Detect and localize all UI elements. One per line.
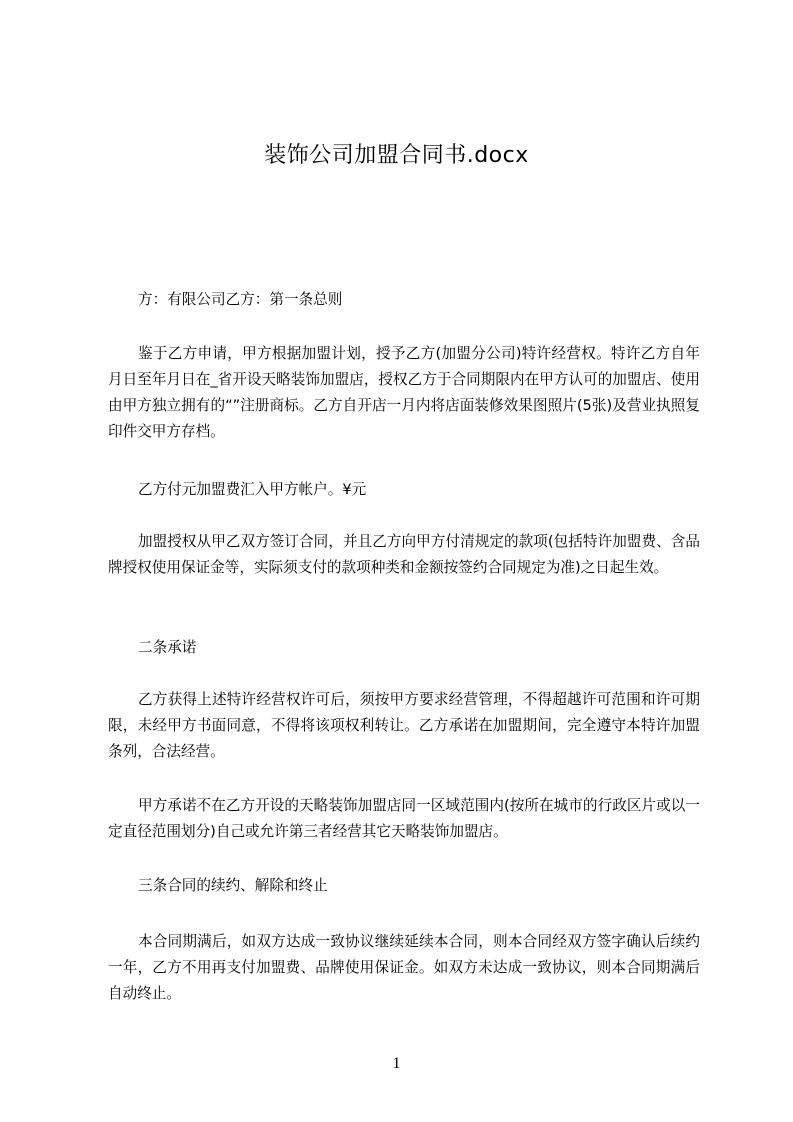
page-number: 1 — [392, 1055, 401, 1072]
paragraph-party-a-commitment: 甲方承诺不在乙方开设的天略装饰加盟店同一区域范围内(按所在城市的行政区片或以一定直径范围划分)自己或允许第三者经营其它天略装饰加盟店。 — [108, 797, 700, 840]
paragraph-authorization-effective: 加盟授权从甲乙双方签订合同，并且乙方向甲方付清规定的款项(包括特许加盟费、含品牌授权使用保证金等，实际须支付的款项种类和金额按签约合同规定为准)之日起生效。 — [108, 533, 700, 576]
heading-article-three: 三条合同的续约、解除和终止 — [138, 877, 328, 894]
paragraph-parties: 方：有限公司乙方：第一条总则 — [138, 291, 343, 308]
paragraph-franchise-fee: 乙方付元加盟费汇入甲方帐户。¥元 — [138, 481, 367, 498]
document-title: 装饰公司加盟合同书.docx — [264, 143, 529, 168]
paragraph-party-b-commitment: 乙方获得上述特许经营权许可后，须按甲方要求经营管理，不得超越许可范围和许可期限，未经甲方书面同意，不得将该项权利转让。乙方承诺在加盟期间，完全遵守本特许加盟条列，合法经营。 — [108, 691, 700, 760]
heading-article-two: 二条承诺 — [138, 639, 197, 656]
paragraph-renewal-termination: 本合同期满后，如双方达成一致协议继续延续本合同，则本合同经双方签字确认后续约一年，乙方不用再支付加盟费、品牌使用保证金。如双方未达成一致协议，则本合同期满后自动终止。 — [108, 933, 700, 1002]
paragraph-franchise-grant: 鉴于乙方申请，甲方根据加盟计划，授予乙方(加盟分公司)特许经营权。特许乙方自年月日至年月日在_省开设天略装饰加盟店，授权乙方于合同期限内在甲方认可的加盟店、使用由甲方独立拥有的“”注册商标。乙方自开店一月内将店面装修效果图照片(5张)及营业执照复印件交甲方存档。 — [108, 345, 700, 440]
